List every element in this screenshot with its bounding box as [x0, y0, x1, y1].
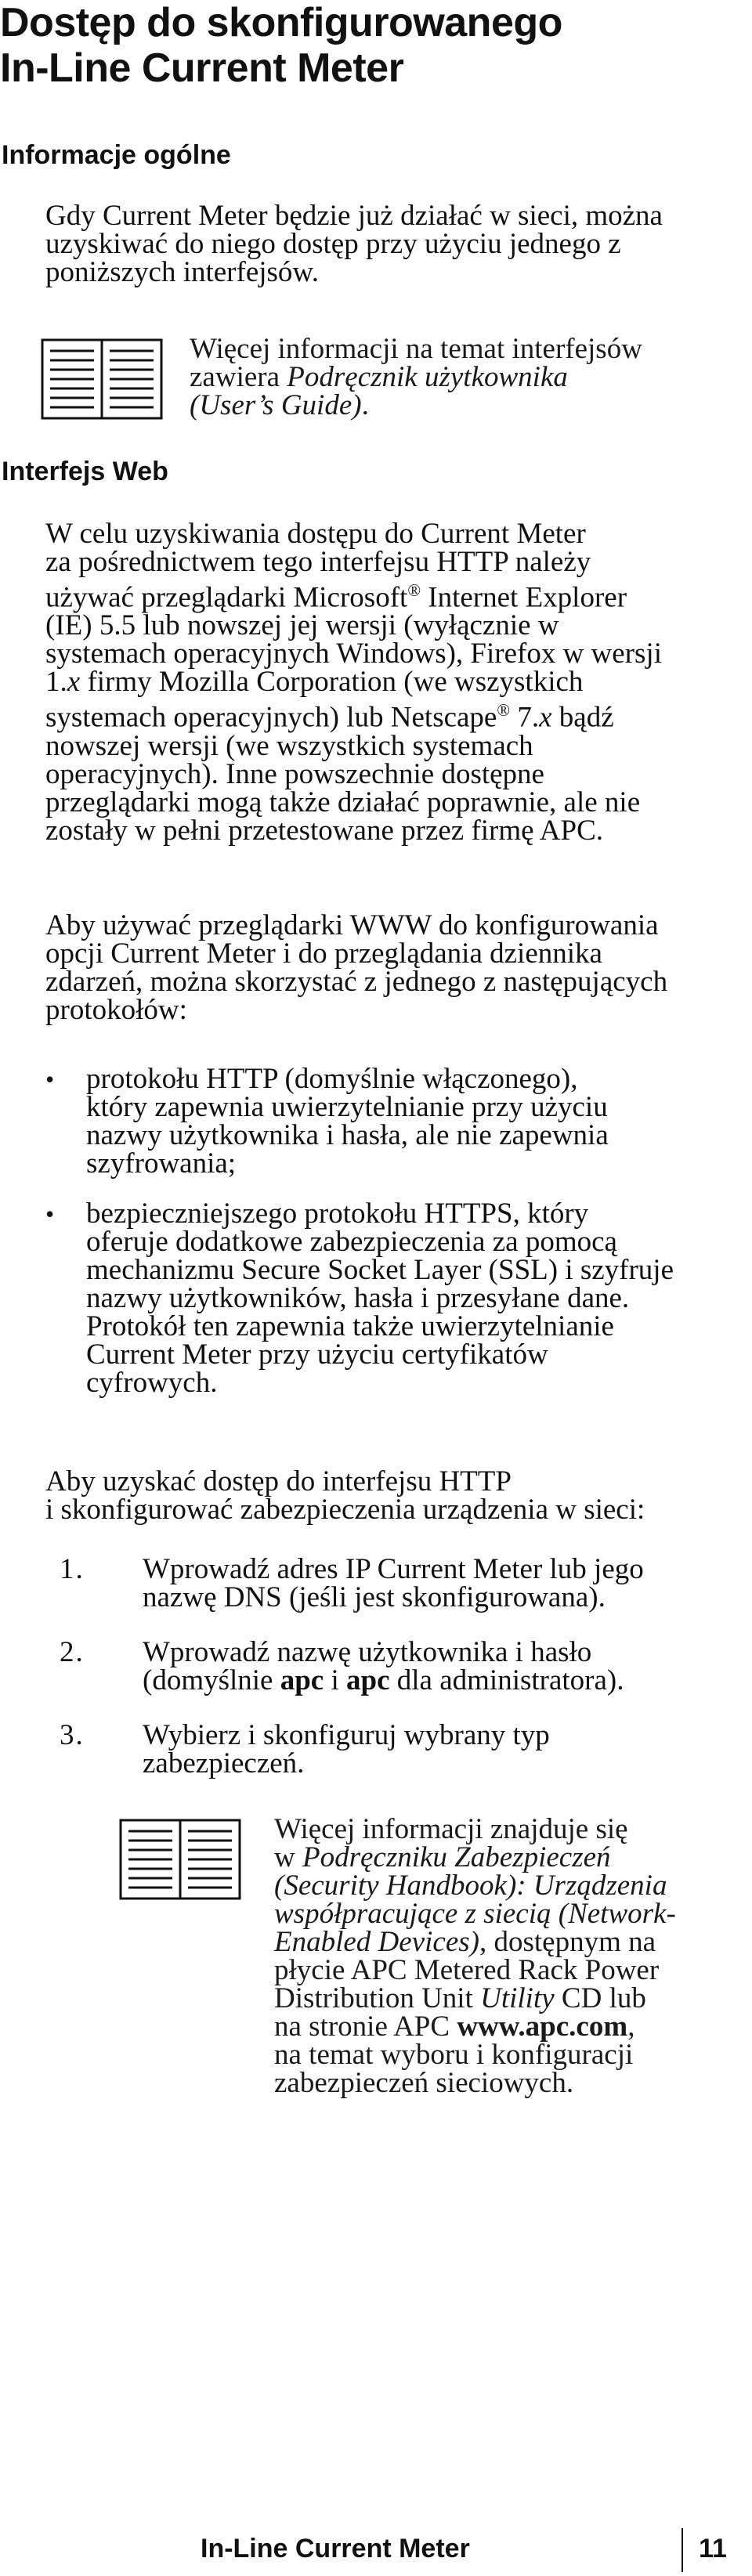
text-line: bezpieczniejszego protokołu HTTPS, który	[86, 1198, 589, 1230]
default-password: apc	[346, 1664, 390, 1696]
footer-label: In-Line Current Meter	[201, 2534, 470, 2563]
text-line: zabezpieczeń sieciowych.	[274, 2067, 574, 2099]
text-run: 7.	[510, 701, 540, 734]
text-line: Więcej informacji na temat interfejsów	[190, 333, 642, 365]
text-line: Protokół ten zapewnia także uwierzytelnianie	[86, 1310, 614, 1342]
text-line	[45, 666, 743, 699]
text-line: Wprowadź adres IP Current Meter lub jego	[143, 1553, 644, 1585]
text-line: operacyjnych). Inne powszechnie dostępne	[45, 757, 544, 790]
text-line: (IE) 5.5 lub nowszej jej wersji (wyłącznie w	[45, 609, 559, 642]
text-run: .	[361, 389, 369, 421]
text-line: oferuje dodatkowe zabezpieczenia za pomocą	[86, 1226, 617, 1258]
step-item	[60, 1638, 749, 1701]
text-run: ,	[627, 2011, 635, 2043]
registered-mark: ®	[497, 700, 511, 721]
list-item-text	[86, 1065, 728, 1178]
text-line	[274, 1841, 744, 1873]
bullet-icon: •	[45, 1065, 55, 1093]
text-line	[45, 696, 743, 732]
text-line	[143, 1664, 752, 1696]
step-number: 1.	[60, 1553, 85, 1585]
text-run: bądź	[551, 701, 614, 734]
list-item-text	[86, 1200, 728, 1397]
text-line: (Security Handbook): Urządzenia	[274, 1870, 667, 1902]
step-number: 2.	[60, 1636, 85, 1668]
text-line: i skonfigurować zabezpieczenia urządzenia w sieci:	[45, 1494, 645, 1526]
page-title-line-1: Dostęp do skonfigurowanego	[0, 0, 562, 45]
text-line: Aby używać przeglądarki WWW do konfigurowania	[45, 909, 659, 941]
text-line: Current Meter przy użyciu certyfikatów	[86, 1339, 548, 1371]
text-run: dla administratora).	[389, 1664, 624, 1696]
text-line: W celu uzyskiwania dostępu do Current Meter	[45, 518, 586, 550]
text-line: płycie APC Metered Rack Power	[274, 1954, 660, 1986]
text-line	[274, 1982, 744, 2014]
web-paragraph-steps-intro	[45, 1465, 743, 1526]
step-text	[143, 1555, 752, 1612]
text-line: poniższych interfejsów.	[45, 256, 319, 288]
text-line: Gdy Current Meter będzie już działać w sieci, można	[45, 200, 663, 232]
text-line: Wprowadź nazwę użytkownika i hasło	[143, 1636, 592, 1668]
text-line: przeglądarki mogą także działać poprawnie, ale nie	[45, 786, 641, 818]
security-handbook-title: Podręczniku Zabezpieczeń	[302, 1841, 611, 1873]
text-line: Więcej informacji znajduje się	[274, 1813, 628, 1845]
text-line: szyfrowania;	[86, 1147, 237, 1180]
general-note	[190, 335, 738, 420]
footer-divider	[682, 2528, 683, 2572]
text-run: systemach operacyjnych) lub Netscape	[45, 701, 497, 734]
text-line: Wybierz i skonfiguruj wybrany typ	[143, 1719, 550, 1751]
default-username: apc	[280, 1664, 324, 1696]
text-line: uzyskiwać do niego dostęp przy użyciu jednego z	[45, 228, 621, 260]
security-note	[274, 1815, 744, 2097]
step-number: 3.	[60, 1719, 85, 1751]
text-line: cyfrowych.	[86, 1367, 218, 1399]
section-heading-general: Informacje ogólne	[2, 140, 231, 170]
text-line: protokołów:	[45, 994, 187, 1026]
step-text	[143, 1638, 752, 1695]
text-run: 1.	[45, 666, 67, 699]
text-run: Internet Explorer	[421, 581, 627, 614]
registered-mark: ®	[407, 580, 421, 600]
text-line: protokołu HTTP (domyślnie włączonego),	[86, 1063, 578, 1095]
text-line: zdarzeń, można skorzystać z jednego z następujących	[45, 966, 668, 998]
text-line: nazwy użytkowników, hasła i przesyłane dane.	[86, 1282, 630, 1314]
text-run: i	[324, 1664, 347, 1696]
text-line	[190, 363, 738, 392]
text-line: za pośrednictwem tego interfejsu HTTP należy	[45, 546, 591, 578]
web-paragraph-protocols	[45, 909, 743, 1026]
text-line	[274, 2013, 744, 2041]
text-run: Enabled Devices)	[274, 1926, 479, 1958]
step-item	[60, 1719, 749, 1784]
text-line: na temat wyboru i konfiguracji	[274, 2039, 634, 2071]
users-guide-title: Podręcznik użytkownika	[287, 361, 568, 393]
version-x: x	[67, 666, 81, 699]
text-run: Distribution Unit	[274, 1982, 481, 2014]
page-title-line-2: In-Line Current Meter	[0, 45, 404, 91]
book-icon	[39, 335, 164, 423]
text-run: , dostępnym na	[479, 1926, 656, 1958]
text-line: systemach operacyjnych Windows), Firefox w wersji	[45, 638, 662, 670]
web-paragraph-browsers	[45, 520, 743, 845]
text-line: nazwy użytkownika i hasła, ale nie zapewnia	[86, 1119, 609, 1151]
text-line	[190, 389, 738, 421]
apc-website-link[interactable]: www.apc.com	[457, 2011, 628, 2043]
users-guide-title-en: (User’s Guide)	[190, 389, 362, 421]
text-line	[45, 576, 743, 612]
text-run: na stronie APC	[274, 2011, 457, 2043]
text-line	[274, 1928, 744, 1956]
list-item	[45, 1200, 735, 1404]
text-line: zabezpieczeń.	[143, 1747, 305, 1779]
text-line: mechanizmu Secure Socket Layer (SSL) i szyfruje	[86, 1254, 674, 1286]
book-icon	[118, 1815, 243, 1903]
page-number: 11	[699, 2534, 727, 2563]
bullet-icon: •	[45, 1200, 55, 1228]
text-run: (domyślnie	[143, 1664, 280, 1696]
text-line: który zapewnia uwierzytelnianie przy użyciu	[86, 1091, 608, 1123]
text-run: firmy Mozilla Corporation (we wszystkich	[87, 666, 584, 699]
step-item	[60, 1555, 749, 1618]
step-text	[143, 1719, 752, 1779]
text-line: współpracujące z siecią (Network-	[274, 1898, 676, 1930]
page-title	[0, 0, 752, 91]
general-paragraph	[45, 202, 743, 287]
text-run: używać przeglądarki Microsoft	[45, 581, 408, 614]
text-line: zostały w pełni przetestowane przez firmę APC.	[45, 814, 604, 847]
version-x: x	[539, 701, 552, 734]
text-line: nazwę DNS (jeśli jest skonfigurowana).	[143, 1581, 606, 1613]
text-line: nowszej wersji (we wszystkich systemach	[45, 729, 533, 762]
text-run: CD lub	[554, 1982, 646, 2014]
utility-cd-title: Utility	[480, 1982, 555, 2014]
text-run: w	[274, 1841, 302, 1873]
section-heading-web: Interfejs Web	[2, 457, 168, 486]
text-line: opcji Current Meter i do przeglądania dziennika	[45, 938, 602, 970]
text-run: zawiera	[190, 361, 287, 393]
text-line: Aby uzyskać dostęp do interfejsu HTTP	[45, 1465, 512, 1498]
list-item	[45, 1065, 735, 1183]
